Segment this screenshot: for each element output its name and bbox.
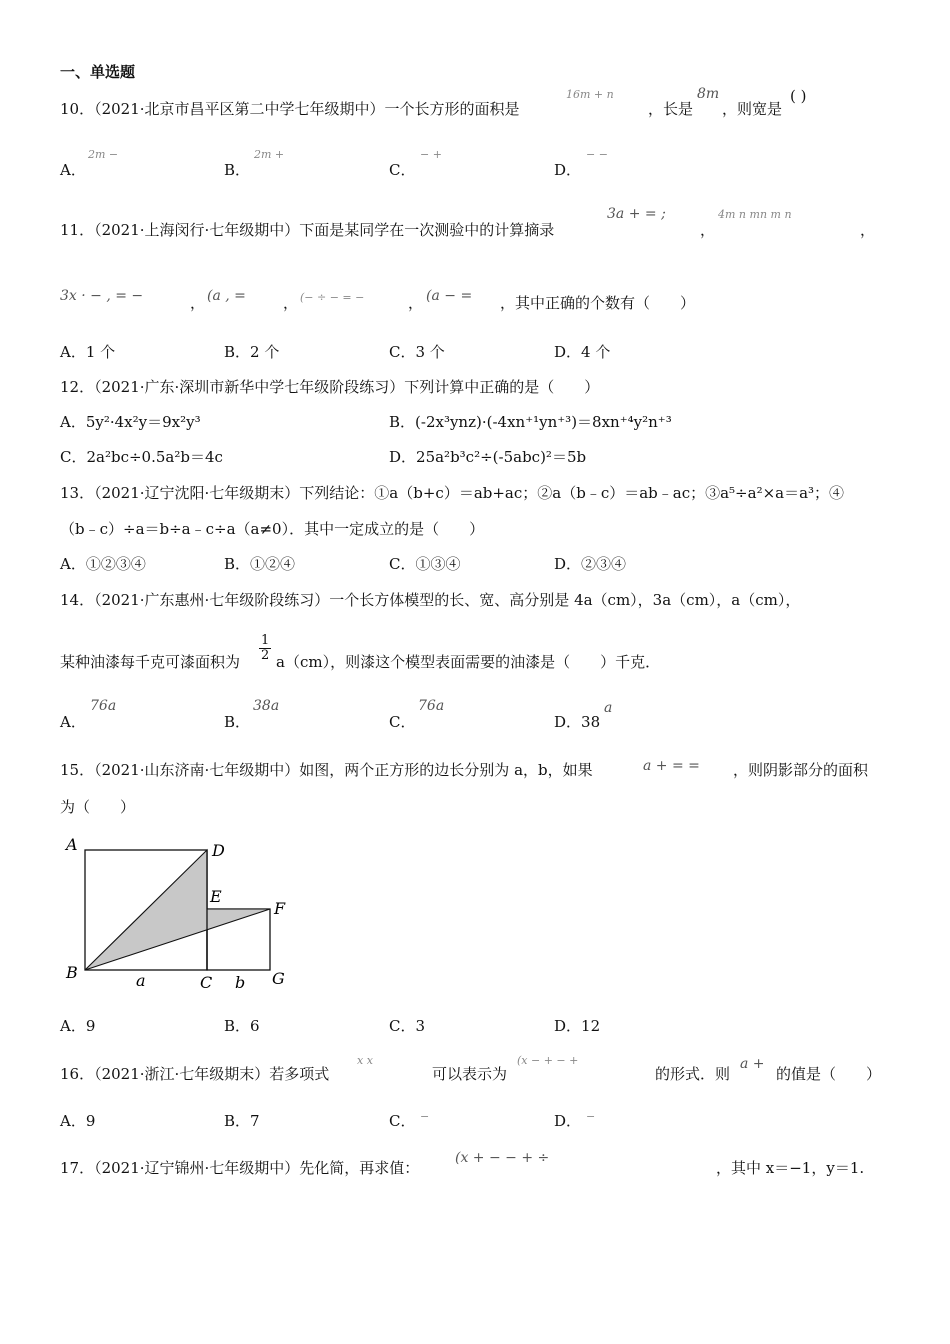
q11-formula-5: (− ÷ − = −: [300, 291, 365, 304]
q12-stem: 12．（2021·广东·深圳市新华中学七年级阶段练习）下列计算中正确的是（ ）: [60, 378, 600, 396]
label-g-point: G: [272, 969, 285, 988]
q16-option-b: B．7: [224, 1112, 260, 1130]
q10-stem-c: ，则宽是: [722, 100, 783, 118]
q16-formula-1: x x: [357, 1054, 373, 1067]
q14-line-2: [60, 652, 240, 672]
q14-option-b-formula: 38a: [253, 698, 280, 714]
q15-condition-formula: a + = =: [643, 758, 700, 774]
q11-tail: ，其中正确的个数有（ ）: [500, 294, 696, 312]
label-e-point: E: [210, 887, 222, 906]
q16-option-d: D．: [554, 1112, 582, 1130]
q11-option-a: A．1 个: [60, 343, 116, 361]
q15-option-c: C．3: [389, 1017, 426, 1035]
q11-sep-1: ，: [190, 294, 206, 312]
q16-formula-3: a +: [740, 1056, 765, 1072]
q13-line-2: （b﹣c）÷a＝b÷a﹣c÷a（a≠0）．其中一定成立的是（ ）: [60, 520, 485, 538]
q11-formula-6: (a − =: [426, 288, 473, 304]
q16-formula-2: (x − + − +: [517, 1054, 579, 1067]
q11-formula-2: 4m n mn m n: [718, 208, 792, 221]
q15-line-1-b: ，则阴影部分的面积: [733, 761, 869, 779]
q15-figure: [60, 832, 300, 992]
label-side-a: a: [136, 971, 146, 990]
q10-option-d: D．: [554, 161, 582, 179]
q15-option-a: A．9: [60, 1017, 96, 1035]
q10-option-c: C．: [389, 161, 416, 179]
q17-stem-a: 17．（2021·辽宁锦州·七年级期中）先化简，再求值：: [60, 1159, 420, 1177]
q14-line-1: 14．（2021·广东惠州·七年级阶段练习）一个长方体模型的长、宽、高分别是 4a（cm），3a（cm），a（cm），: [60, 591, 801, 609]
label-d-point: D: [212, 841, 225, 860]
q10-stem: [60, 99, 520, 119]
q10-option-b: B．: [224, 161, 251, 179]
q11-formula-1: 3a + = ;: [607, 206, 666, 222]
q12-option-b: B．(-2x³ynz)·(-4xn⁺¹yn⁺³)＝8xn⁺⁴y²n⁺³: [389, 413, 672, 431]
q15-line-1: 15．（2021·山东济南·七年级期中）如图，两个正方形的边长分别为 a，b，如果: [60, 761, 593, 779]
q15-option-b: B．6: [224, 1017, 260, 1035]
q14-fraction-numerator: 1: [261, 633, 270, 648]
q13-option-d: D．②③④: [554, 555, 627, 573]
q14-option-d-formula: a: [604, 700, 613, 716]
q11-sep-2: ，: [283, 294, 299, 312]
q10-option-a: A．: [60, 161, 86, 179]
q14-option-a-formula: 76a: [90, 698, 117, 714]
q11-formula-4: (a , =: [207, 288, 246, 304]
q17-stem-b: ，其中 x＝−1，y＝1.: [716, 1159, 865, 1177]
q16-option-d-formula: −: [586, 1110, 596, 1123]
q12-option-c: C．2a²bc÷0.5a²b＝4c: [60, 448, 223, 466]
q15-line-2: 为（ ）: [60, 798, 136, 816]
q14-option-a: A．: [60, 713, 86, 731]
section-title: 一、单选题: [60, 63, 136, 81]
q16-option-c-formula: −: [420, 1110, 430, 1123]
q14-option-b: B．: [224, 713, 251, 731]
q11-option-b: B．2 个: [224, 343, 280, 361]
q13-option-b: B．①②④: [224, 555, 296, 573]
shaded-region: [85, 850, 270, 970]
q16-stem-b: 可以表示为: [432, 1065, 508, 1083]
q14-line-2-b: a（cm），则漆这个模型表面需要的油漆是（ ）千克．: [276, 653, 661, 671]
q14-line-2-a: 某种油漆每千克可漆面积为: [60, 653, 241, 671]
q10-length-formula: 8m: [697, 86, 720, 102]
label-a-point: A: [66, 835, 78, 854]
q10-option-a-formula: 2m −: [88, 148, 119, 161]
q14-fraction: [259, 634, 271, 663]
q16-option-a: A．9: [60, 1112, 96, 1130]
q16-stem-d: 的值是（ ）: [776, 1065, 882, 1083]
label-c-point: C: [200, 973, 213, 992]
q10-stem-b: ，长是: [648, 100, 694, 118]
q16-stem-c: 的形式．则: [655, 1065, 731, 1083]
q14-option-c: C．: [389, 713, 416, 731]
q14-fraction-denominator: 2: [261, 648, 270, 663]
label-side-b: b: [235, 973, 246, 992]
q11-formula-3: 3x · − , = −: [60, 288, 144, 304]
q11-comma-2: ，: [860, 221, 876, 239]
q11-option-c: C．3 个: [389, 343, 445, 361]
q16-option-c: C．: [389, 1112, 416, 1130]
q10-option-d-formula: − −: [586, 148, 608, 161]
q14-option-c-formula: 76a: [418, 698, 445, 714]
q11-sep-3: ，: [408, 294, 424, 312]
q10-option-c-formula: − +: [420, 148, 442, 161]
q13-line-1: 13．（2021·辽宁沈阳·七年级期末）下列结论：①a（b+c）＝ab+ac；②a（b﹣c）＝ab﹣ac；③a⁵÷a²×a＝a³；④: [60, 484, 845, 502]
q11-stem: 11．（2021·上海闵行·七年级期中）下面是某同学在一次测验中的计算摘录: [60, 221, 555, 239]
q11-option-d: D．4 个: [554, 343, 611, 361]
q14-option-d: D．38: [554, 713, 601, 731]
q12-option-d: D．25a²b³c²÷(-5abc)²＝5b: [389, 448, 587, 466]
label-b-point: B: [66, 963, 78, 982]
q11-comma-1: ，: [700, 221, 716, 239]
q10-answer-paren: ( ): [790, 87, 807, 105]
q16-stem-a: 16．（2021·浙江·七年级期末）若多项式: [60, 1065, 330, 1083]
q10-stem-a: 10．（2021·北京市昌平区第二中学七年级期中）一个长方形的面积是: [60, 100, 520, 118]
q17-expression: (x + − − + ÷: [455, 1150, 550, 1166]
q12-option-a: A．5y²·4x²y＝9x²y³: [60, 413, 201, 431]
q13-option-a: A．①②③④: [60, 555, 146, 573]
q15-option-d: D．12: [554, 1017, 601, 1035]
q10-area-formula: 16m + n: [566, 88, 614, 101]
label-f-point: F: [274, 899, 286, 918]
q10-option-b-formula: 2m +: [254, 148, 285, 161]
q13-option-c: C．①③④: [389, 555, 461, 573]
